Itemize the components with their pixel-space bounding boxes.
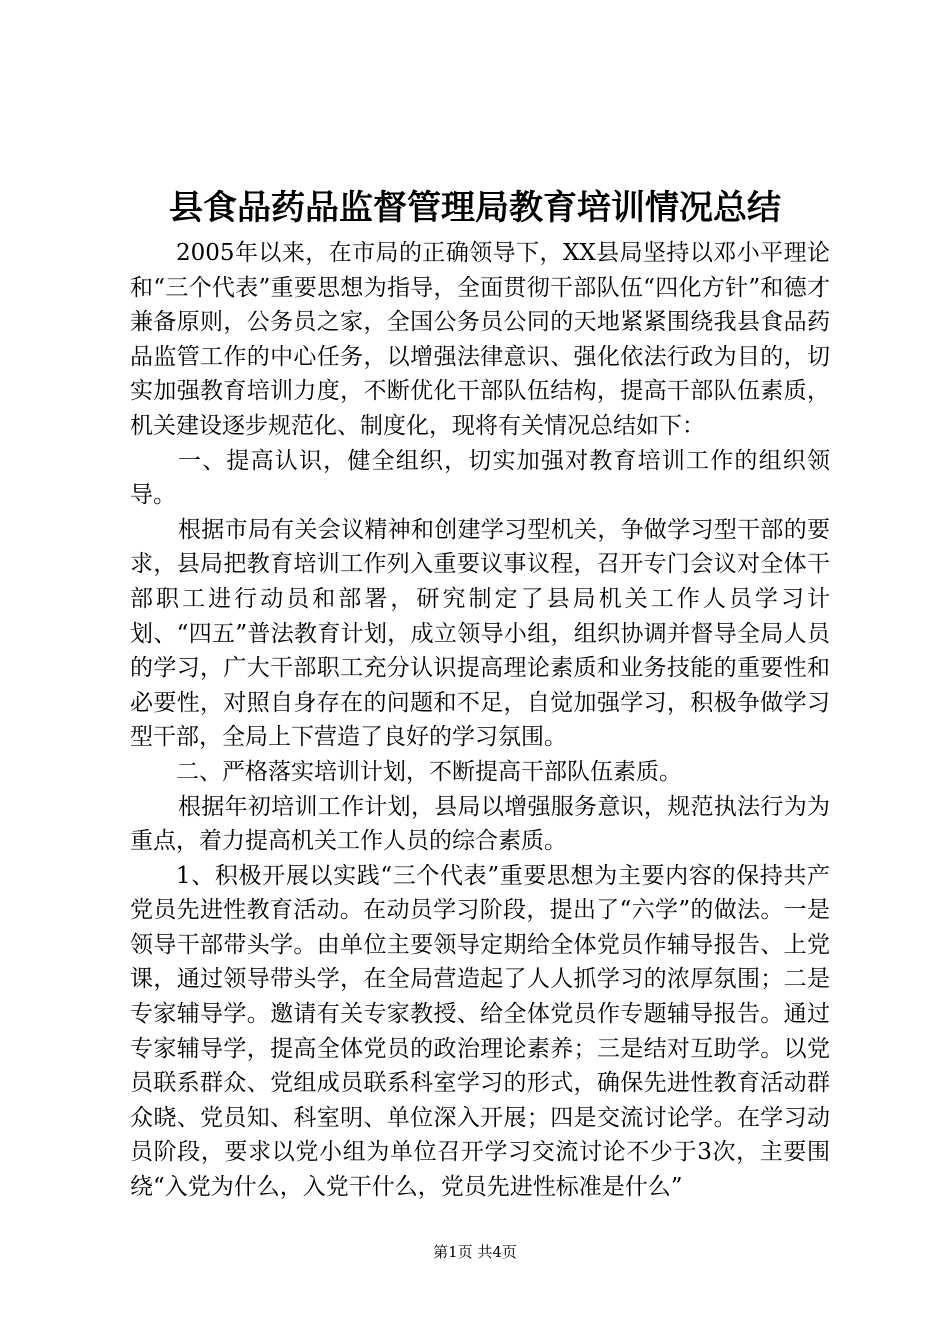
section-heading-2: 二、严格落实培训计划，不断提高干部队伍素质。: [176, 758, 682, 785]
paragraph-item-1: 1、积极开展以实践“三个代表”重要思想为主要内容的保持共产党员先进性教育活动。在动员学习阶段，提出了“六学”的做法。一是领导干部带头学。由单位主要领导定期给全体党员作辅导报告、上党课，通过领导带头学，在全局营造起了人人抓学习的浓厚氛围；二是专家辅导学。邀请有关专家教授、给全体党员作专题辅导报告。通过专家辅导学，提高全体党员的政治理论素养；三是结对互助学。以党员联系群众、党组成员联系科室学习的形式，确保先进性教育活动群众晓、党员知、科室明、单位深入开展；四是交流讨论学。在学习动员阶段，要求以党小组为单位召开学习交流讨论不少于3次，主要围绕“入党为什么，入党干什么，党员先进性标准是什么”: [130, 862, 830, 1201]
paragraph-intro: 2005年以来，在市局的正确领导下，XX县局坚持以邓小平理论和“三个代表”重要思想为指导，全面贯彻干部队伍“四化方针”和德才兼备原则，公务员之家，全国公务员公同的天地紧紧围绕我县食品药品监管工作的中心任务，以增强法律意识、强化依法行政为目的，切实加强教育培训力度，不断优化干部队伍结构，提高干部队伍素质，机关建设逐步规范化、制度化，现将有关情况总结如下：: [130, 240, 830, 439]
paragraph-section-1: 根据市局有关会议精神和创建学习型机关，争做学习型干部的要求，县局把教育培训工作列入重要议事议程，召开专门会议对全体干部职工进行动员和部署，研究制定了县局机关工作人员学习计划、“四五”普法教育计划，成立领导小组，组织协调并督导全局人员的学习，广大干部职工充分认识提高理论素质和业务技能的重要性和必要性，对照自身存在的问题和不足，自觉加强学习，积极争做学习型干部，全局上下营造了良好的学习氛围。: [130, 516, 830, 751]
section-heading-1: 一、提高认识，健全组织，切实加强对教育培训工作的组织领导。: [130, 447, 830, 509]
page-number: 第1页 共4页: [433, 1243, 517, 1261]
document-title: 县食品药品监督管理局教育培训情况总结: [169, 188, 781, 228]
document-body: [130, 236, 830, 1205]
paragraph-section-2: 根据年初培训工作计划，县局以增强服务意识，规范执法行为为重点，着力提高机关工作人员的综合素质。: [130, 793, 830, 855]
